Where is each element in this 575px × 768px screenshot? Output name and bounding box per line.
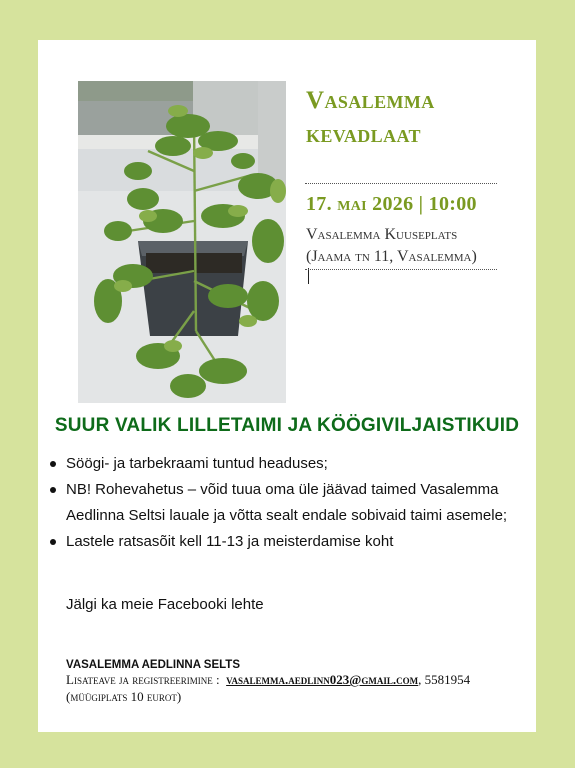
contact-footer — [66, 659, 526, 705]
email-link[interactable]: vasalemma.aedlinn023@gmail.com — [226, 672, 419, 687]
organization-name: VASALEMMA AEDLINNA SELTS — [66, 659, 240, 671]
event-title-line2: kevadlaat — [306, 121, 421, 148]
divider-bottom — [305, 269, 497, 270]
phone-number: , 5581954 — [418, 672, 471, 687]
event-title-line1: Vasalemma — [306, 87, 435, 114]
fee-note: (müügiplats 10 eurot) — [66, 689, 182, 704]
event-title — [306, 84, 435, 152]
seedling-photo — [78, 81, 286, 403]
list-item: Söögi- ja tarbekraami tuntud headuses; — [48, 451, 518, 477]
event-date-time: 17. mai 2026 | 10:00 — [306, 193, 477, 215]
poster-sheet — [38, 40, 536, 732]
list-item: Lastele ratsasõit kell 11-13 ja meisterdamise koht — [48, 529, 518, 555]
offer-heading: SUUR VALIK LILLETAIMI JA KÖÖGIVILJAISTIKUID — [54, 415, 520, 436]
venue-line2: (Jaama tn 11, Vasalemma) — [306, 246, 477, 284]
contact-label: Lisateave ja registreerimine : — [66, 672, 220, 687]
facebook-note: Jälgi ka meie Facebooki lehte — [66, 596, 264, 613]
contact-line — [66, 671, 526, 688]
venue-line1: Vasalemma Kuuseplats — [306, 226, 458, 243]
feature-list — [48, 451, 518, 555]
list-item: NB! Rohevahetus – võid tuua oma üle jäävad taimed Vasalemma Aedlinna Seltsi lauale ja võtta sealt endale sobivaid taimi asemele; — [48, 477, 518, 529]
event-venue — [306, 224, 477, 284]
divider-top — [305, 183, 497, 184]
